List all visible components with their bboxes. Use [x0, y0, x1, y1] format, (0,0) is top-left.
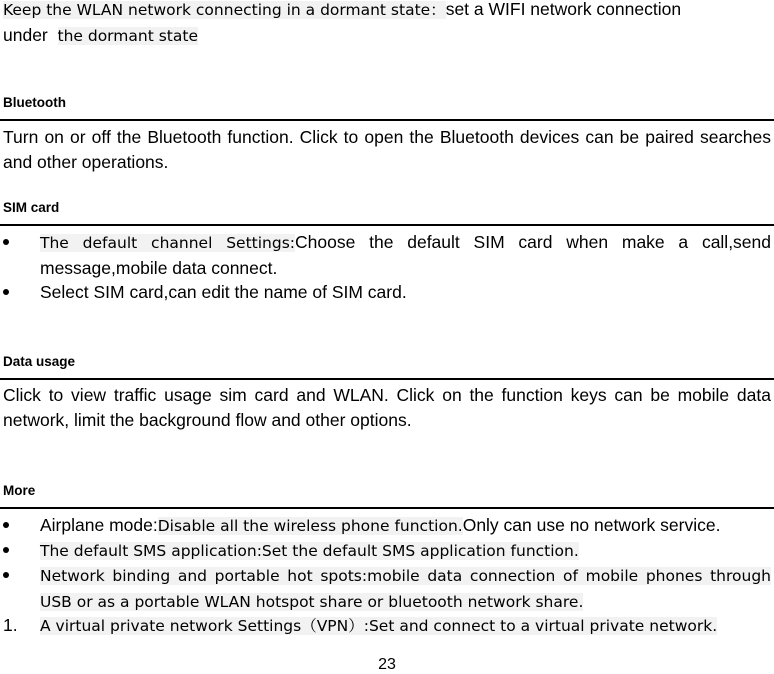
- more-numbered-item: [3, 613, 771, 639]
- sms-app-text: The default SMS application:Set the default SMS application function.: [40, 542, 579, 560]
- sim-item-1-text: Choose the default SIM card when make a call,send message,mobile data connect.: [40, 232, 772, 278]
- more-list-item: [3, 563, 771, 615]
- bluetooth-heading: Bluetooth: [3, 95, 66, 110]
- bluetooth-rule: [0, 119, 774, 121]
- sim-card-heading: SIM card: [3, 200, 60, 215]
- data-usage-paragraph: Click to view traffic usage sim card and WLAN. Click on the function keys can be mobile data network, limit the background flow and other options.: [3, 385, 771, 430]
- bullet-icon: [3, 538, 33, 563]
- sim-list-item: [3, 280, 771, 305]
- airplane-mode-hl: Disable all the wireless phone function.: [157, 517, 463, 535]
- sim-card-rule: [0, 224, 774, 226]
- airplane-mode-label: Airplane mode:: [40, 515, 158, 535]
- sim-item-1-hl: The default channel Settings:: [40, 234, 296, 252]
- wlan-dormant-title: Keep the WLAN network connecting in a dormant state：: [3, 1, 446, 19]
- bullet-icon: [3, 280, 33, 305]
- list-number: 1.: [3, 615, 18, 635]
- bullet-icon: [3, 230, 33, 255]
- bullet-icon: [3, 563, 33, 588]
- wlan-dormant-state: the dormant state: [57, 27, 198, 45]
- wlan-dormant-body: set a WIFI network connection: [445, 0, 682, 19]
- sim-item-2-text: Select SIM card,can edit the name of SIM card.: [40, 282, 407, 302]
- more-list-item: [3, 538, 771, 564]
- vpn-settings-text: A virtual private network Settings（VPN）:Set and connect to a virtual private network.: [40, 617, 718, 635]
- bluetooth-paragraph: Turn on or off the Bluetooth function. Click to open the Bluetooth devices can be paired searches and other operations.: [3, 127, 771, 172]
- more-list-item: [3, 513, 771, 539]
- more-rule: [0, 507, 774, 509]
- data-usage-rule: [0, 378, 774, 380]
- wlan-dormant-paragraph: [3, 0, 771, 49]
- airplane-mode-tail: Only can use no network service.: [462, 515, 721, 535]
- network-binding-text: Network binding and portable hot spots:mobile data connection of mobile phones through USB or as a portable WLAN hotspot share or bluetooth network share.: [40, 567, 771, 611]
- page-number: 23: [378, 656, 396, 673]
- data-usage-heading: Data usage: [3, 354, 76, 369]
- wlan-dormant-under: under: [3, 25, 48, 45]
- sim-list-item: [3, 230, 771, 281]
- more-heading: More: [3, 483, 36, 498]
- bullet-icon: [3, 513, 33, 538]
